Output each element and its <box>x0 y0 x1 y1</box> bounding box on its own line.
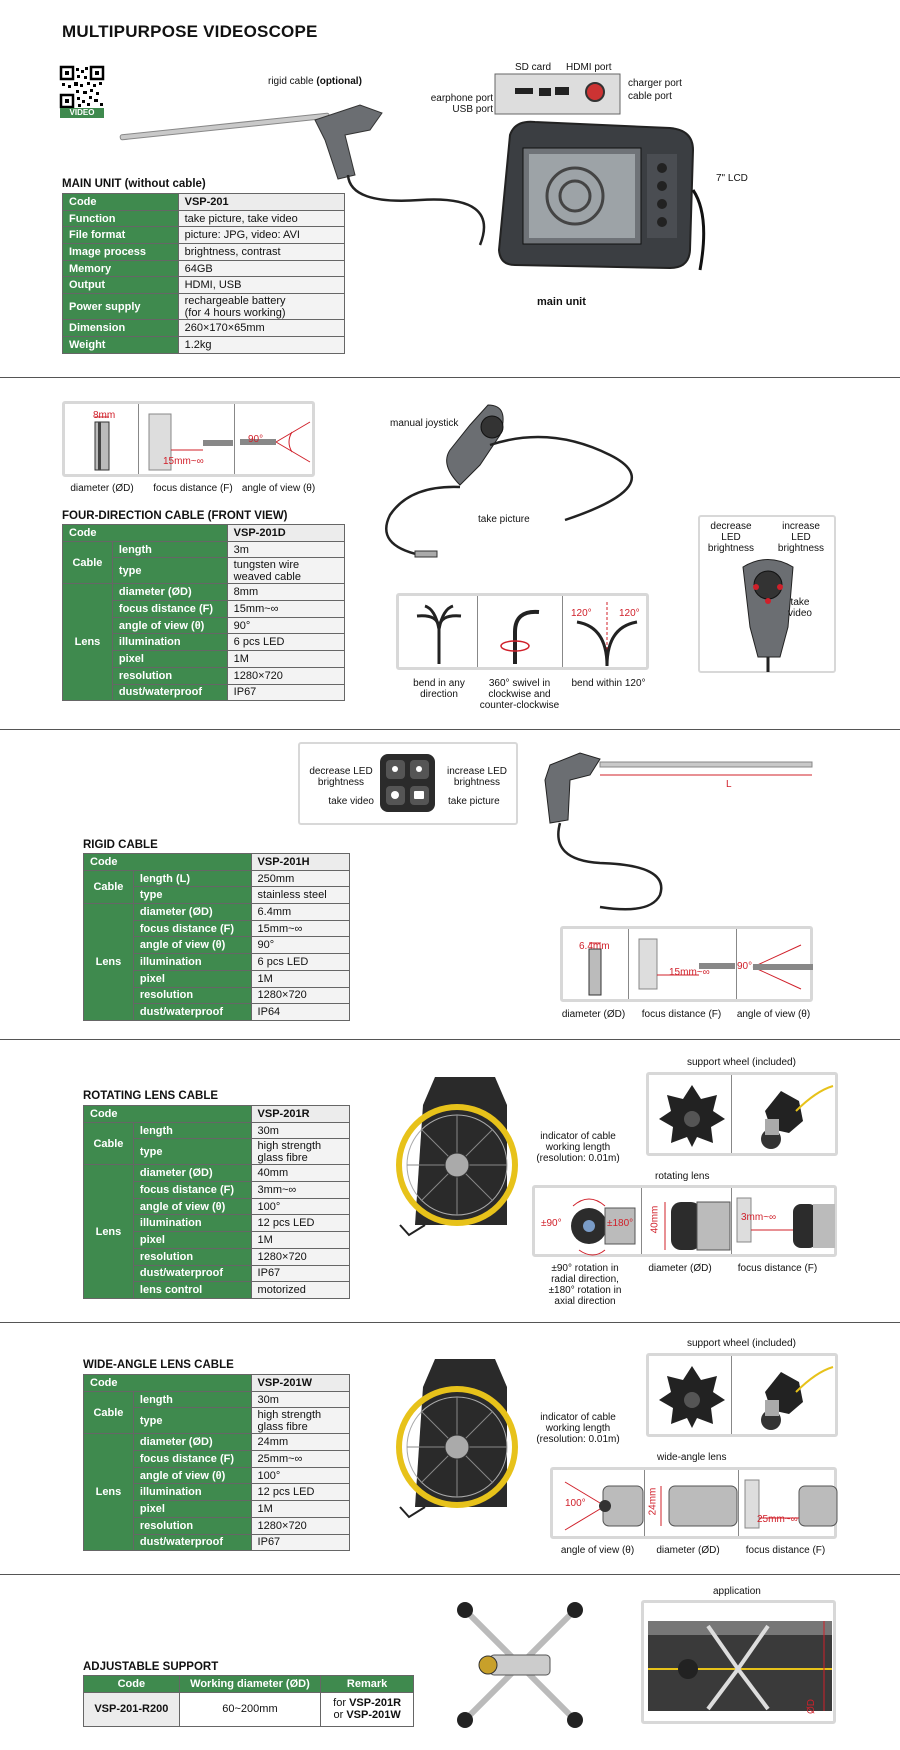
wide-cap-angle: angle of view (θ) <box>560 1545 635 1556</box>
four-dir-angle-val: 90° <box>248 434 264 445</box>
spec-label: focus distance (F) <box>133 1451 251 1468</box>
table-row <box>63 210 345 227</box>
spec-value: 25mm~∞ <box>251 1451 349 1468</box>
ports-panel-image <box>495 74 620 114</box>
bend-diagram <box>396 593 649 670</box>
spec-value: 24mm <box>251 1434 349 1451</box>
qr-icon <box>60 66 104 108</box>
spec-value: picture: JPG, video: AVI <box>178 227 344 244</box>
four-dir-rows <box>63 525 345 701</box>
spec-value: 1280×720 <box>251 987 349 1004</box>
cable-port-callout: cable port <box>628 91 672 102</box>
rigid-focus-icon <box>635 935 735 995</box>
rotating-focus-val: 3mm~∞ <box>741 1212 777 1223</box>
spec-label: type <box>133 887 251 904</box>
spec-label: length <box>133 1122 251 1139</box>
four-dir-focus-val: 15mm~∞ <box>163 456 204 467</box>
handle-controls-panel <box>698 515 836 673</box>
spec-value: 250mm <box>251 870 349 887</box>
spec-label: dust/waterproof <box>133 1534 251 1551</box>
spec-label: Image process <box>63 244 179 261</box>
rigid-length-mark: L <box>726 779 732 790</box>
earphone-port-callout: earphone port <box>430 93 493 104</box>
spec-label: Output <box>63 277 179 294</box>
table-row <box>84 1434 350 1451</box>
spec-value: high strength glass fibre <box>251 1408 349 1434</box>
spec-label: Code <box>63 194 179 211</box>
spec-label: angle of view (θ) <box>133 1198 251 1215</box>
spec-value: 6 pcs LED <box>251 954 349 971</box>
spec-value: IP67 <box>251 1265 349 1282</box>
spec-value: high strength glass fibre <box>251 1139 349 1165</box>
rotating-rot-axial: ±180° <box>607 1218 634 1229</box>
four-dir-cap-focus: focus distance (F) <box>153 483 233 494</box>
rotating-cap-rotation: ±90° rotation in radial direction, ±180° rotation in axial direction <box>548 1263 622 1307</box>
rotating-title: ROTATING LENS CABLE <box>83 1090 219 1102</box>
group-cable: Cable <box>63 541 113 584</box>
page-title: MULTIPURPOSE VIDEOSCOPE <box>62 22 318 41</box>
section-divider <box>0 377 900 378</box>
rigid-dia-val: 6.4mm <box>579 941 610 952</box>
spec-value: 1280×720 <box>227 667 344 684</box>
rotating-dia-val: 40mm <box>649 1205 661 1234</box>
keypad-decrease-led: decrease LED brightness <box>309 766 373 788</box>
spec-value: IP64 <box>251 1004 349 1021</box>
application-caption: application <box>713 1586 761 1597</box>
support-table <box>83 1675 414 1727</box>
bend-any-direction-icon <box>407 604 472 664</box>
spec-value: 1M <box>251 1232 349 1249</box>
table-row <box>63 194 345 211</box>
spec-value: 90° <box>251 937 349 954</box>
handle-decrease-led: decrease LED brightness <box>707 521 755 554</box>
spec-label: diameter (ØD) <box>133 904 251 921</box>
wide-angle-val: 100° <box>565 1498 586 1509</box>
rigid-probe-image <box>520 745 820 915</box>
spec-label: angle of view (θ) <box>133 937 251 954</box>
group-cable: Cable <box>84 870 134 903</box>
table-row <box>63 525 345 542</box>
wide-title: WIDE-ANGLE LENS CABLE <box>83 1359 234 1371</box>
rotating-rows <box>84 1106 350 1299</box>
wide-code-label: Code <box>84 1375 252 1392</box>
table-row <box>84 1106 350 1123</box>
spec-label: illumination <box>112 634 227 651</box>
spec-value: 1M <box>251 1501 349 1518</box>
section-divider <box>0 1574 900 1575</box>
spec-label: diameter (ØD) <box>133 1165 251 1182</box>
spec-label: diameter (ØD) <box>112 584 227 601</box>
group-lens: Lens <box>63 584 113 701</box>
application-od-mark: ØD <box>806 1699 817 1714</box>
table-row <box>63 584 345 601</box>
rigid-cap-diameter: diameter (ØD) <box>561 1009 626 1020</box>
spec-value: 100° <box>251 1467 349 1484</box>
support-col-code: Code <box>84 1676 180 1693</box>
four-dir-cap-diameter: diameter (ØD) <box>70 483 134 494</box>
table-row <box>63 260 345 277</box>
spec-label: angle of view (θ) <box>133 1467 251 1484</box>
wide-table <box>83 1374 350 1551</box>
four-dir-cap-angle: angle of view (θ) <box>241 483 316 494</box>
group-lens: Lens <box>84 1434 134 1551</box>
spec-label: File format <box>63 227 179 244</box>
spec-value: 90° <box>227 617 344 634</box>
spec-value: VSP-201 <box>178 194 344 211</box>
spec-label: type <box>112 558 227 584</box>
spec-label: length <box>133 1391 251 1408</box>
spec-value: 6.4mm <box>251 904 349 921</box>
spec-label: Dimension <box>63 320 179 337</box>
table-row <box>84 1391 350 1408</box>
four-dir-title: FOUR-DIRECTION CABLE (FRONT VIEW) <box>62 510 288 522</box>
rigid-cap-angle: angle of view (θ) <box>736 1009 811 1020</box>
group-lens: Lens <box>84 904 134 1021</box>
keypad-increase-led: increase LED brightness <box>446 766 508 788</box>
rigid-angle-icon <box>741 935 816 995</box>
four-dir-lens-diagram <box>62 401 315 477</box>
handle-increase-led: increase LED brightness <box>777 521 825 554</box>
table-row <box>84 1165 350 1182</box>
four-dir-table <box>62 524 345 701</box>
spec-value: 64GB <box>178 260 344 277</box>
spec-value: 1280×720 <box>251 1248 349 1265</box>
swivel-icon <box>487 602 557 666</box>
spec-value: brightness, contrast <box>178 244 344 261</box>
section-divider <box>0 729 900 730</box>
wide-lens-diagram <box>550 1467 837 1539</box>
lcd-callout: 7" LCD <box>716 173 748 184</box>
spec-label: dust/waterproof <box>133 1265 251 1282</box>
bend-cap-swivel: 360° swivel in clockwise and counter-clockwise <box>479 678 560 711</box>
support-wheel-icon <box>657 1083 727 1147</box>
spec-label: pixel <box>133 1501 251 1518</box>
wide-reel-image <box>395 1357 525 1522</box>
spec-label: Function <box>63 210 179 227</box>
hdmi-port-callout: HDMI port <box>566 62 612 73</box>
spec-value: 6 pcs LED <box>227 634 344 651</box>
support-wheel-assembly-icon <box>741 1081 836 1151</box>
rotating-support-wheel-panel <box>646 1072 838 1156</box>
table-row <box>63 541 345 558</box>
wide-cap-focus: focus distance (F) <box>745 1545 826 1556</box>
rotating-lens-diagram <box>532 1185 837 1257</box>
rigid-title: RIGID CABLE <box>83 839 158 851</box>
rigid-rows <box>84 854 350 1021</box>
adjustable-support-image <box>450 1595 590 1735</box>
table-row <box>84 870 350 887</box>
spec-label: dust/waterproof <box>112 684 227 701</box>
spec-label: illumination <box>133 1215 251 1232</box>
application-panel <box>641 1600 836 1724</box>
spec-value: 1280×720 <box>251 1517 349 1534</box>
spec-label: length <box>112 541 227 558</box>
spec-label: pixel <box>133 970 251 987</box>
spec-value: 1M <box>251 970 349 987</box>
spec-label: Weight <box>63 336 179 353</box>
group-lens: Lens <box>84 1165 134 1299</box>
spec-label: pixel <box>112 651 227 668</box>
section-divider <box>0 1039 900 1040</box>
rotating-code: VSP-201R <box>251 1106 349 1123</box>
wide-support-wheel-caption: support wheel (included) <box>687 1338 796 1349</box>
spec-value: 30m <box>251 1391 349 1408</box>
spec-value: IP67 <box>251 1534 349 1551</box>
spec-value: take picture, take video <box>178 210 344 227</box>
spec-value: stainless steel <box>251 887 349 904</box>
spec-value: 15mm~∞ <box>251 920 349 937</box>
rotating-lens-caption: rotating lens <box>655 1171 710 1182</box>
support-row <box>84 1692 414 1726</box>
table-row <box>84 1122 350 1139</box>
rigid-code: VSP-201H <box>251 854 349 871</box>
wide-indicator-callout: indicator of cable working length (resolution: 0.01m) <box>536 1412 620 1445</box>
table-row <box>63 336 345 353</box>
wide-lens-caption: wide-angle lens <box>657 1452 727 1463</box>
spec-label: focus distance (F) <box>112 601 227 618</box>
spec-value: motorized <box>251 1282 349 1299</box>
table-row <box>84 1375 350 1392</box>
spec-label: type <box>133 1408 251 1434</box>
rotating-cap-focus: focus distance (F) <box>737 1263 818 1274</box>
spec-label: type <box>133 1139 251 1165</box>
spec-value: 40mm <box>251 1165 349 1182</box>
spec-value: 3mm~∞ <box>251 1182 349 1199</box>
rigid-angle-val: 90° <box>737 961 753 972</box>
wide-dia-val: 24mm <box>647 1487 659 1516</box>
rigid-lens-diagram <box>560 926 813 1002</box>
four-dir-cable-image <box>370 405 670 565</box>
rotating-rot-radial: ±90° <box>541 1218 562 1229</box>
joystick-callout: manual joystick <box>390 418 459 429</box>
keypad-take-video: take video <box>328 796 374 807</box>
spec-label: pixel <box>133 1232 251 1249</box>
bend-cap-any: bend in any direction <box>413 678 465 700</box>
spec-label: illumination <box>133 1484 251 1501</box>
wide-focus-val: 25mm~∞ <box>757 1514 798 1525</box>
four-dir-dia-val: 8mm <box>93 410 116 421</box>
support-range: 60~200mm <box>179 1692 321 1726</box>
main-unit-image <box>495 120 710 300</box>
take-picture-callout: take picture <box>478 514 530 525</box>
sd-card-callout: SD card <box>515 62 552 73</box>
wide-support-wheel-panel <box>646 1353 838 1437</box>
spec-value: HDMI, USB <box>178 277 344 294</box>
wide-rows <box>84 1375 350 1551</box>
four_dir-code: VSP-201D <box>227 525 344 542</box>
spec-value: 100° <box>251 1198 349 1215</box>
spec-value: 15mm~∞ <box>227 601 344 618</box>
spec-label: dust/waterproof <box>133 1004 251 1021</box>
rigid-table <box>83 853 350 1021</box>
main-unit-caption: main unit <box>537 296 586 308</box>
table-row <box>63 244 345 261</box>
table-row <box>63 320 345 337</box>
rigid-keypad-panel <box>298 742 518 825</box>
spec-value: 12 pcs LED <box>251 1484 349 1501</box>
spec-label: Power supply <box>63 294 179 320</box>
support-col-diameter: Working diameter (ØD) <box>179 1676 321 1693</box>
spec-label: resolution <box>133 987 251 1004</box>
bend-cap-angle: bend within 120° <box>571 678 646 689</box>
rigid-cap-focus: focus distance (F) <box>641 1009 722 1020</box>
spec-label: illumination <box>133 954 251 971</box>
group-cable: Cable <box>84 1391 134 1434</box>
spec-label: Memory <box>63 260 179 277</box>
four_dir-code-label: Code <box>63 525 228 542</box>
spec-value: 1.2kg <box>178 336 344 353</box>
support-col-remark: Remark <box>321 1676 414 1693</box>
rotating-focus-icon <box>735 1194 835 1254</box>
wide-diameter-icon <box>653 1476 737 1536</box>
keypad-take-picture: take picture <box>448 796 500 807</box>
rigid-cable-callout: rigid cable (optional) <box>268 76 362 87</box>
table-row <box>84 904 350 921</box>
rigid-focus-val: 15mm~∞ <box>669 967 710 978</box>
table-row <box>63 277 345 294</box>
support-wheel-assembly-icon <box>741 1362 836 1432</box>
spec-label: lens control <box>133 1282 251 1299</box>
pipe-application-icon <box>648 1611 832 1719</box>
support-wheel-icon <box>657 1364 727 1428</box>
wide-cap-diameter: diameter (ØD) <box>656 1545 720 1556</box>
spec-value: 30m <box>251 1122 349 1139</box>
qr-video-label: VIDEO <box>60 108 104 118</box>
keypad-icon <box>380 754 435 812</box>
spec-value: 8mm <box>227 584 344 601</box>
group-cable: Cable <box>84 1122 134 1165</box>
bend-angle-right: 120° <box>619 608 640 619</box>
handle-take-video: take video <box>788 597 812 619</box>
spec-label: diameter (ØD) <box>133 1434 251 1451</box>
spec-value: tungsten wire weaved cable <box>227 558 344 584</box>
charger-port-callout: charger port <box>628 78 682 89</box>
table-row <box>63 227 345 244</box>
support-remark: for VSP-201R or VSP-201W <box>321 1692 414 1726</box>
main-unit-table <box>62 193 345 354</box>
rotating-support-wheel-caption: support wheel (included) <box>687 1057 796 1068</box>
spec-value: 12 pcs LED <box>251 1215 349 1232</box>
table-row <box>63 294 345 320</box>
section-divider <box>0 1322 900 1323</box>
main-unit-rows <box>63 194 345 354</box>
rotating-reel-image <box>395 1075 525 1240</box>
spec-value: 3m <box>227 541 344 558</box>
spec-label: resolution <box>133 1248 251 1265</box>
support-header-row <box>84 1676 414 1693</box>
rotating-indicator-callout: indicator of cable working length (resolution: 0.01m) <box>536 1131 620 1164</box>
rotating-table <box>83 1105 350 1299</box>
spec-value: 260×170×65mm <box>178 320 344 337</box>
spec-label: focus distance (F) <box>133 1182 251 1199</box>
spec-label: length (L) <box>133 870 251 887</box>
rotating-diameter-icon <box>657 1194 732 1254</box>
usb-port-callout: USB port <box>452 104 493 115</box>
support-code: VSP-201-R200 <box>84 1692 180 1726</box>
main-unit-title: MAIN UNIT (without cable) <box>62 178 206 190</box>
bend-angle-left: 120° <box>571 608 592 619</box>
rotating-code-label: Code <box>84 1106 252 1123</box>
rotating-cap-diameter: diameter (ØD) <box>648 1263 712 1274</box>
spec-label: focus distance (F) <box>133 920 251 937</box>
table-row <box>84 854 350 871</box>
spec-value: IP67 <box>227 684 344 701</box>
wide-code: VSP-201W <box>251 1375 349 1392</box>
wide-focus-icon <box>743 1476 838 1536</box>
qr-code[interactable] <box>60 66 104 118</box>
spec-label: resolution <box>112 667 227 684</box>
rigid-code-label: Code <box>84 854 252 871</box>
spec-label: resolution <box>133 1517 251 1534</box>
spec-value: 1M <box>227 651 344 668</box>
support-title: ADJUSTABLE SUPPORT <box>83 1661 219 1673</box>
spec-label: angle of view (θ) <box>112 617 227 634</box>
spec-value: rechargeable battery (for 4 hours working) <box>178 294 344 320</box>
